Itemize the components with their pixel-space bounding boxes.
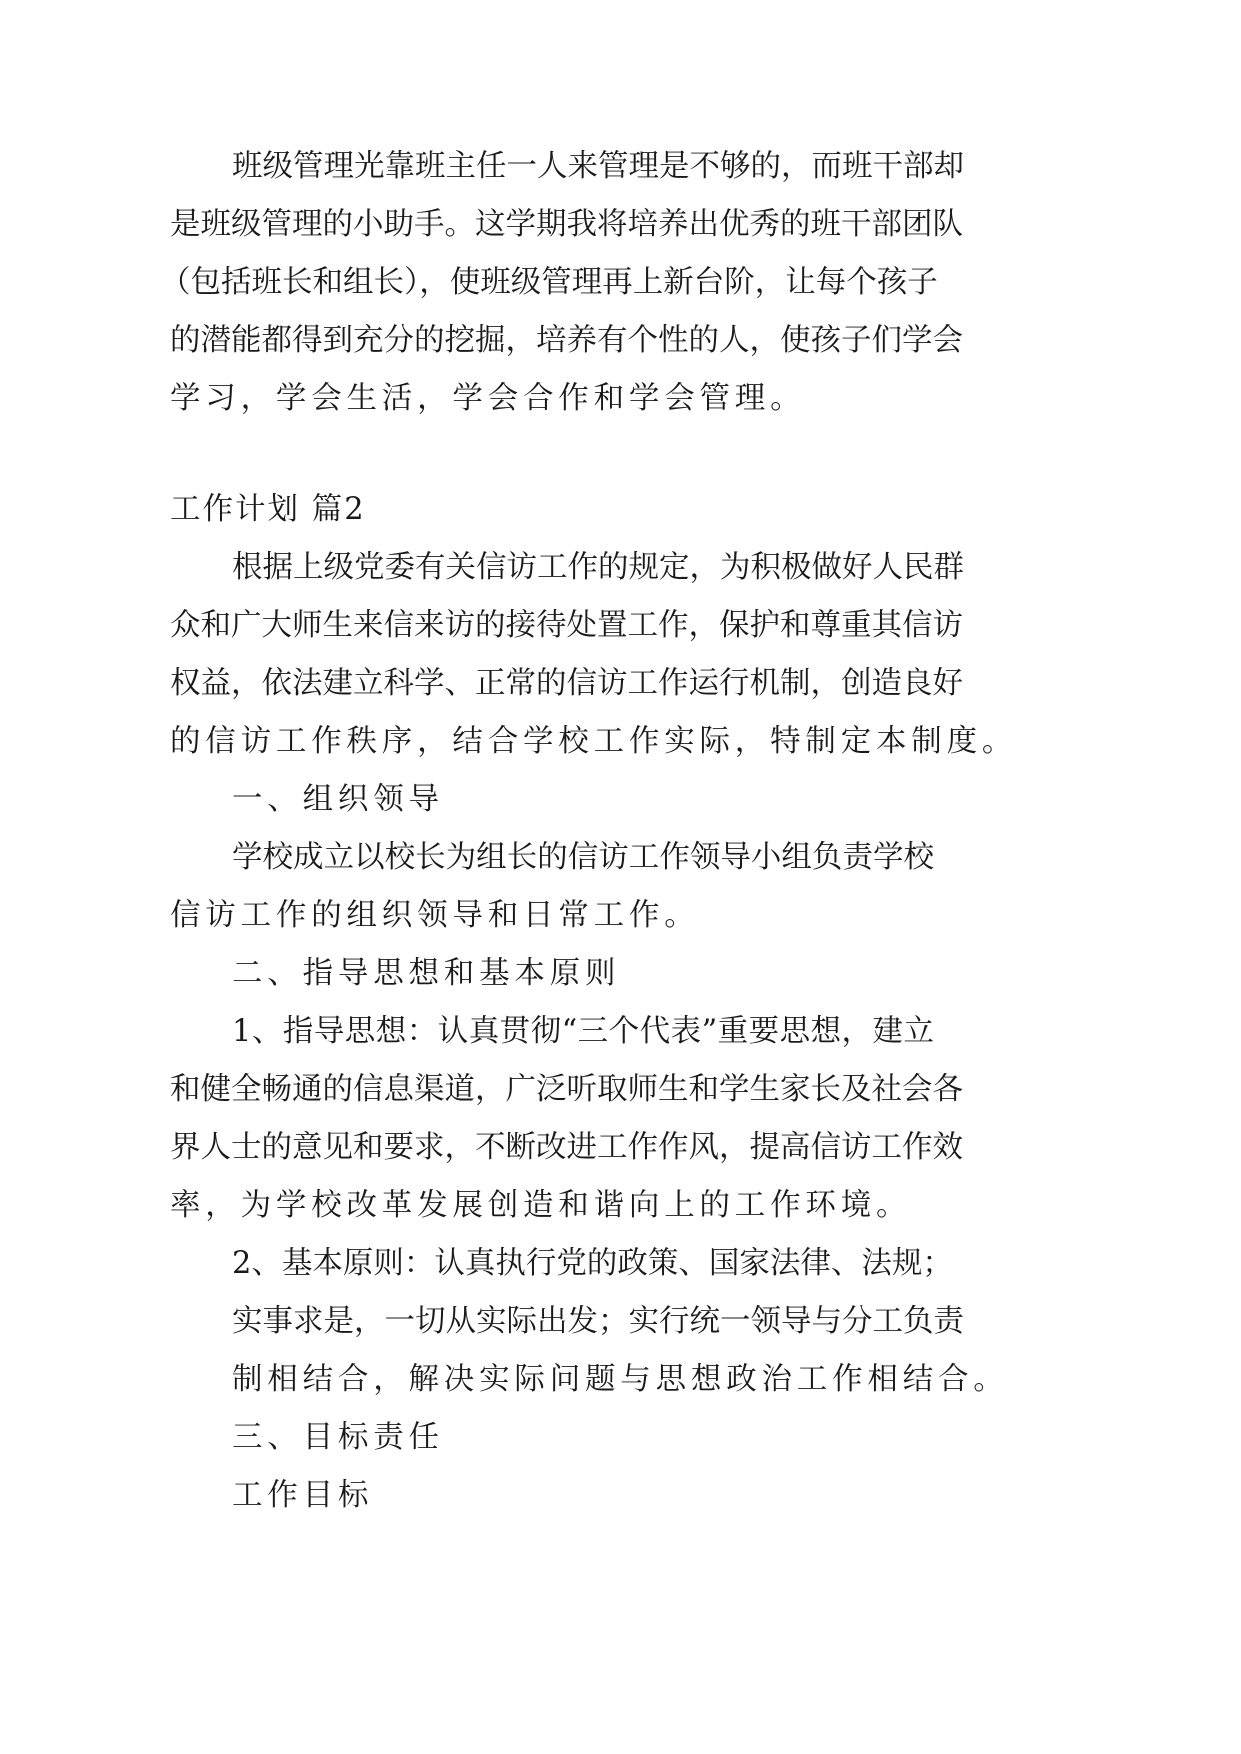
paragraph-line: 信访工作的组织领导和日常工作。	[170, 898, 700, 933]
paragraph-line: 的潜能都得到充分的挖掘，培养有个性的人，使孩子们学会	[170, 323, 963, 358]
paragraph-line: 众和广大师生来信来访的接待处置工作，保护和尊重其信访	[170, 608, 963, 643]
paragraph-line: 制相结合，解决实际问题与思想政治工作相结合。	[232, 1362, 1009, 1397]
paragraph-line: 权益，依法建立科学、正常的信访工作运行机制，创造良好	[170, 666, 963, 701]
section-heading: 三、目标责任	[232, 1420, 444, 1455]
paragraph-line: 率，为学校改革发展创造和谐向上的工作环境。	[170, 1188, 912, 1223]
paragraph-line: 和健全畅通的信息渠道，广泛听取师生和学生家长及社会各	[170, 1072, 963, 1107]
paragraph-line: 实事求是，一切从实际出发；实行统一领导与分工负责	[232, 1304, 964, 1339]
subsection-heading: 工作目标	[232, 1478, 374, 1513]
paragraph-line: 2、基本原则：认真执行党的政策、国家法律、法规；	[232, 1246, 953, 1281]
paragraph-line: 根据上级党委有关信访工作的规定，为积极做好人民群	[232, 550, 964, 585]
paragraph-line: 班级管理光靠班主任一人来管理是不够的，而班干部却	[232, 149, 964, 184]
paragraph-line: 学习，学会生活，学会合作和学会管理。	[170, 381, 806, 416]
paragraph-line: （包括班长和组长），使班级管理再上新台阶，让每个孩子	[160, 265, 938, 300]
paragraph-line: 界人士的意见和要求，不断改进工作作风，提高信访工作效	[170, 1130, 963, 1165]
section-heading: 二、指导思想和基本原则	[232, 956, 621, 991]
paragraph-line: 学校成立以校长为组长的信访工作领导小组负责学校	[232, 840, 934, 875]
section-heading: 一、组织领导	[232, 782, 444, 817]
paragraph-line: 1、指导思想：认真贯彻“三个代表”重要思想，建立	[232, 1014, 934, 1049]
section-title: 工作计划 篇2	[170, 492, 366, 527]
paragraph-line: 是班级管理的小助手。这学期我将培养出优秀的班干部团队	[170, 207, 963, 242]
paragraph-line: 的信访工作秩序，结合学校工作实际，特制定本制度。	[170, 724, 1018, 759]
